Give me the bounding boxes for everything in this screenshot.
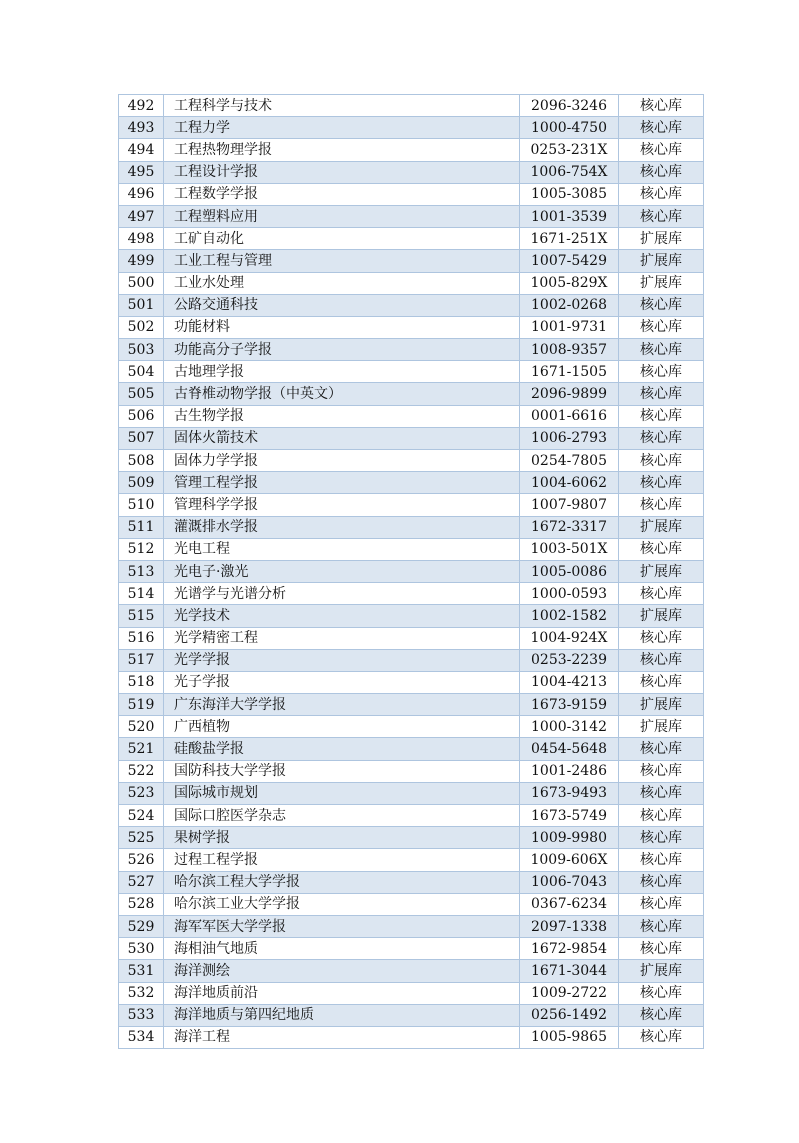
library-type-cell: 扩展库 xyxy=(619,605,704,627)
journal-name-cell: 管理工程学报 xyxy=(164,472,520,494)
issn-cell: 1672-3317 xyxy=(520,516,619,538)
library-type-cell: 核心库 xyxy=(619,183,704,205)
journal-table-body xyxy=(119,95,704,1049)
journal-name-cell: 工程科学与技术 xyxy=(164,95,520,117)
library-type-cell: 核心库 xyxy=(619,361,704,383)
library-type-cell: 核心库 xyxy=(619,316,704,338)
table-row xyxy=(119,405,704,427)
table-row xyxy=(119,716,704,738)
library-type-cell: 核心库 xyxy=(619,849,704,871)
table-row xyxy=(119,1004,704,1026)
journal-name-cell: 光学精密工程 xyxy=(164,627,520,649)
library-type-cell: 核心库 xyxy=(619,738,704,760)
journal-name-cell: 国防科技大学学报 xyxy=(164,760,520,782)
library-type-cell: 核心库 xyxy=(619,782,704,804)
library-type-cell: 扩展库 xyxy=(619,716,704,738)
journal-name-cell: 工程力学 xyxy=(164,117,520,139)
library-type-cell: 核心库 xyxy=(619,871,704,893)
journal-name-cell: 海相油气地质 xyxy=(164,938,520,960)
library-type-cell: 核心库 xyxy=(619,649,704,671)
issn-cell: 1002-0268 xyxy=(520,294,619,316)
issn-cell: 1673-9493 xyxy=(520,782,619,804)
journal-name-cell: 光学技术 xyxy=(164,605,520,627)
journal-name-cell: 海洋测绘 xyxy=(164,960,520,982)
row-number-cell: 495 xyxy=(119,161,164,183)
journal-name-cell: 国际城市规划 xyxy=(164,782,520,804)
journal-name-cell: 哈尔滨工程大学学报 xyxy=(164,871,520,893)
library-type-cell: 核心库 xyxy=(619,472,704,494)
issn-cell: 2096-3246 xyxy=(520,95,619,117)
row-number-cell: 514 xyxy=(119,583,164,605)
table-row xyxy=(119,982,704,1004)
row-number-cell: 533 xyxy=(119,1004,164,1026)
issn-cell: 1006-7043 xyxy=(520,871,619,893)
row-number-cell: 528 xyxy=(119,893,164,915)
issn-cell: 1673-9159 xyxy=(520,694,619,716)
journal-name-cell: 国际口腔医学杂志 xyxy=(164,805,520,827)
table-row xyxy=(119,871,704,893)
table-row xyxy=(119,627,704,649)
journal-name-cell: 广东海洋大学学报 xyxy=(164,694,520,716)
table-row xyxy=(119,450,704,472)
row-number-cell: 515 xyxy=(119,605,164,627)
table-row xyxy=(119,538,704,560)
row-number-cell: 521 xyxy=(119,738,164,760)
row-number-cell: 512 xyxy=(119,538,164,560)
journal-name-cell: 海洋地质与第四纪地质 xyxy=(164,1004,520,1026)
table-row xyxy=(119,228,704,250)
library-type-cell: 核心库 xyxy=(619,1004,704,1026)
issn-cell: 1001-2486 xyxy=(520,760,619,782)
journal-name-cell: 海洋工程 xyxy=(164,1026,520,1048)
table-row xyxy=(119,893,704,915)
table-row xyxy=(119,583,704,605)
issn-cell: 1671-3044 xyxy=(520,960,619,982)
journal-name-cell: 功能高分子学报 xyxy=(164,339,520,361)
library-type-cell: 核心库 xyxy=(619,139,704,161)
journal-name-cell: 海洋地质前沿 xyxy=(164,982,520,1004)
table-row xyxy=(119,361,704,383)
issn-cell: 1000-0593 xyxy=(520,583,619,605)
library-type-cell: 核心库 xyxy=(619,671,704,693)
library-type-cell: 核心库 xyxy=(619,161,704,183)
journal-name-cell: 工矿自动化 xyxy=(164,228,520,250)
row-number-cell: 519 xyxy=(119,694,164,716)
row-number-cell: 497 xyxy=(119,205,164,227)
table-row xyxy=(119,139,704,161)
table-row xyxy=(119,849,704,871)
library-type-cell: 核心库 xyxy=(619,1026,704,1048)
issn-cell: 1009-606X xyxy=(520,849,619,871)
library-type-cell: 扩展库 xyxy=(619,516,704,538)
issn-cell: 0367-6234 xyxy=(520,893,619,915)
issn-cell: 1671-1505 xyxy=(520,361,619,383)
row-number-cell: 506 xyxy=(119,405,164,427)
row-number-cell: 493 xyxy=(119,117,164,139)
row-number-cell: 501 xyxy=(119,294,164,316)
issn-cell: 1008-9357 xyxy=(520,339,619,361)
issn-cell: 1007-9807 xyxy=(520,494,619,516)
row-number-cell: 494 xyxy=(119,139,164,161)
journal-name-cell: 哈尔滨工业大学学报 xyxy=(164,893,520,915)
issn-cell: 1673-5749 xyxy=(520,805,619,827)
issn-cell: 0454-5648 xyxy=(520,738,619,760)
journal-name-cell: 固体力学学报 xyxy=(164,450,520,472)
issn-cell: 1005-829X xyxy=(520,272,619,294)
table-row xyxy=(119,782,704,804)
journal-name-cell: 工程热物理学报 xyxy=(164,139,520,161)
issn-cell: 1006-754X xyxy=(520,161,619,183)
row-number-cell: 505 xyxy=(119,383,164,405)
row-number-cell: 500 xyxy=(119,272,164,294)
journal-name-cell: 古地理学报 xyxy=(164,361,520,383)
row-number-cell: 531 xyxy=(119,960,164,982)
library-type-cell: 核心库 xyxy=(619,982,704,1004)
table-row xyxy=(119,294,704,316)
issn-cell: 1005-9865 xyxy=(520,1026,619,1048)
journal-name-cell: 海军军医大学学报 xyxy=(164,915,520,937)
issn-cell: 1000-3142 xyxy=(520,716,619,738)
table-row xyxy=(119,1026,704,1048)
library-type-cell: 核心库 xyxy=(619,760,704,782)
table-row xyxy=(119,427,704,449)
journal-name-cell: 光学学报 xyxy=(164,649,520,671)
library-type-cell: 核心库 xyxy=(619,205,704,227)
table-row xyxy=(119,272,704,294)
row-number-cell: 524 xyxy=(119,805,164,827)
library-type-cell: 核心库 xyxy=(619,405,704,427)
journal-name-cell: 工程数学学报 xyxy=(164,183,520,205)
journal-name-cell: 工程设计学报 xyxy=(164,161,520,183)
issn-cell: 2097-1338 xyxy=(520,915,619,937)
row-number-cell: 510 xyxy=(119,494,164,516)
table-row xyxy=(119,915,704,937)
journal-name-cell: 光电工程 xyxy=(164,538,520,560)
issn-cell: 1006-2793 xyxy=(520,427,619,449)
table-row xyxy=(119,694,704,716)
journal-name-cell: 硅酸盐学报 xyxy=(164,738,520,760)
table-row xyxy=(119,494,704,516)
library-type-cell: 扩展库 xyxy=(619,228,704,250)
row-number-cell: 530 xyxy=(119,938,164,960)
row-number-cell: 509 xyxy=(119,472,164,494)
table-row xyxy=(119,316,704,338)
row-number-cell: 492 xyxy=(119,95,164,117)
row-number-cell: 504 xyxy=(119,361,164,383)
library-type-cell: 核心库 xyxy=(619,627,704,649)
issn-cell: 0253-231X xyxy=(520,139,619,161)
row-number-cell: 498 xyxy=(119,228,164,250)
library-type-cell: 扩展库 xyxy=(619,960,704,982)
journal-name-cell: 工业工程与管理 xyxy=(164,250,520,272)
issn-cell: 1001-9731 xyxy=(520,316,619,338)
table-row xyxy=(119,205,704,227)
library-type-cell: 核心库 xyxy=(619,538,704,560)
library-type-cell: 核心库 xyxy=(619,95,704,117)
issn-cell: 1000-4750 xyxy=(520,117,619,139)
row-number-cell: 499 xyxy=(119,250,164,272)
table-row xyxy=(119,516,704,538)
library-type-cell: 扩展库 xyxy=(619,272,704,294)
table-row xyxy=(119,383,704,405)
table-row xyxy=(119,183,704,205)
journal-name-cell: 管理科学学报 xyxy=(164,494,520,516)
row-number-cell: 525 xyxy=(119,827,164,849)
table-row xyxy=(119,560,704,582)
journal-name-cell: 功能材料 xyxy=(164,316,520,338)
table-row xyxy=(119,805,704,827)
library-type-cell: 核心库 xyxy=(619,427,704,449)
journal-name-cell: 广西植物 xyxy=(164,716,520,738)
journal-name-cell: 光谱学与光谱分析 xyxy=(164,583,520,605)
issn-cell: 1004-4213 xyxy=(520,671,619,693)
library-type-cell: 核心库 xyxy=(619,450,704,472)
row-number-cell: 518 xyxy=(119,671,164,693)
issn-cell: 1004-924X xyxy=(520,627,619,649)
row-number-cell: 532 xyxy=(119,982,164,1004)
table-row xyxy=(119,339,704,361)
issn-cell: 1009-9980 xyxy=(520,827,619,849)
row-number-cell: 527 xyxy=(119,871,164,893)
library-type-cell: 核心库 xyxy=(619,294,704,316)
issn-cell: 1005-0086 xyxy=(520,560,619,582)
issn-cell: 0001-6616 xyxy=(520,405,619,427)
row-number-cell: 496 xyxy=(119,183,164,205)
row-number-cell: 511 xyxy=(119,516,164,538)
row-number-cell: 507 xyxy=(119,427,164,449)
table-row xyxy=(119,472,704,494)
issn-cell: 1007-5429 xyxy=(520,250,619,272)
table-row xyxy=(119,649,704,671)
table-row xyxy=(119,938,704,960)
table-row xyxy=(119,827,704,849)
table-row xyxy=(119,95,704,117)
row-number-cell: 503 xyxy=(119,339,164,361)
issn-cell: 2096-9899 xyxy=(520,383,619,405)
library-type-cell: 核心库 xyxy=(619,383,704,405)
issn-cell: 1003-501X xyxy=(520,538,619,560)
row-number-cell: 513 xyxy=(119,560,164,582)
library-type-cell: 扩展库 xyxy=(619,694,704,716)
issn-cell: 0254-7805 xyxy=(520,450,619,472)
library-type-cell: 核心库 xyxy=(619,893,704,915)
library-type-cell: 核心库 xyxy=(619,915,704,937)
row-number-cell: 523 xyxy=(119,782,164,804)
journal-name-cell: 工程塑料应用 xyxy=(164,205,520,227)
library-type-cell: 核心库 xyxy=(619,805,704,827)
row-number-cell: 520 xyxy=(119,716,164,738)
table-row xyxy=(119,760,704,782)
issn-cell: 1001-3539 xyxy=(520,205,619,227)
issn-cell: 1002-1582 xyxy=(520,605,619,627)
issn-cell: 1672-9854 xyxy=(520,938,619,960)
library-type-cell: 核心库 xyxy=(619,339,704,361)
library-type-cell: 核心库 xyxy=(619,938,704,960)
library-type-cell: 核心库 xyxy=(619,827,704,849)
table-row xyxy=(119,250,704,272)
journal-name-cell: 公路交通科技 xyxy=(164,294,520,316)
issn-cell: 1009-2722 xyxy=(520,982,619,1004)
journal-name-cell: 果树学报 xyxy=(164,827,520,849)
library-type-cell: 核心库 xyxy=(619,117,704,139)
library-type-cell: 核心库 xyxy=(619,494,704,516)
issn-cell: 0253-2239 xyxy=(520,649,619,671)
journal-name-cell: 工业水处理 xyxy=(164,272,520,294)
table-row xyxy=(119,960,704,982)
journal-name-cell: 光电子·激光 xyxy=(164,560,520,582)
library-type-cell: 核心库 xyxy=(619,583,704,605)
table-row xyxy=(119,117,704,139)
journal-name-cell: 固体火箭技术 xyxy=(164,427,520,449)
table-row xyxy=(119,738,704,760)
table-row xyxy=(119,605,704,627)
row-number-cell: 526 xyxy=(119,849,164,871)
issn-cell: 1671-251X xyxy=(520,228,619,250)
issn-cell: 1005-3085 xyxy=(520,183,619,205)
row-number-cell: 508 xyxy=(119,450,164,472)
journal-name-cell: 过程工程学报 xyxy=(164,849,520,871)
journal-name-cell: 古生物学报 xyxy=(164,405,520,427)
row-number-cell: 502 xyxy=(119,316,164,338)
row-number-cell: 516 xyxy=(119,627,164,649)
library-type-cell: 扩展库 xyxy=(619,250,704,272)
row-number-cell: 517 xyxy=(119,649,164,671)
journal-name-cell: 光子学报 xyxy=(164,671,520,693)
table-row xyxy=(119,671,704,693)
row-number-cell: 522 xyxy=(119,760,164,782)
issn-cell: 1004-6062 xyxy=(520,472,619,494)
journal-table xyxy=(118,94,704,1049)
library-type-cell: 扩展库 xyxy=(619,560,704,582)
issn-cell: 0256-1492 xyxy=(520,1004,619,1026)
journal-name-cell: 古脊椎动物学报（中英文） xyxy=(164,383,520,405)
table-row xyxy=(119,161,704,183)
row-number-cell: 534 xyxy=(119,1026,164,1048)
row-number-cell: 529 xyxy=(119,915,164,937)
journal-name-cell: 灌溉排水学报 xyxy=(164,516,520,538)
